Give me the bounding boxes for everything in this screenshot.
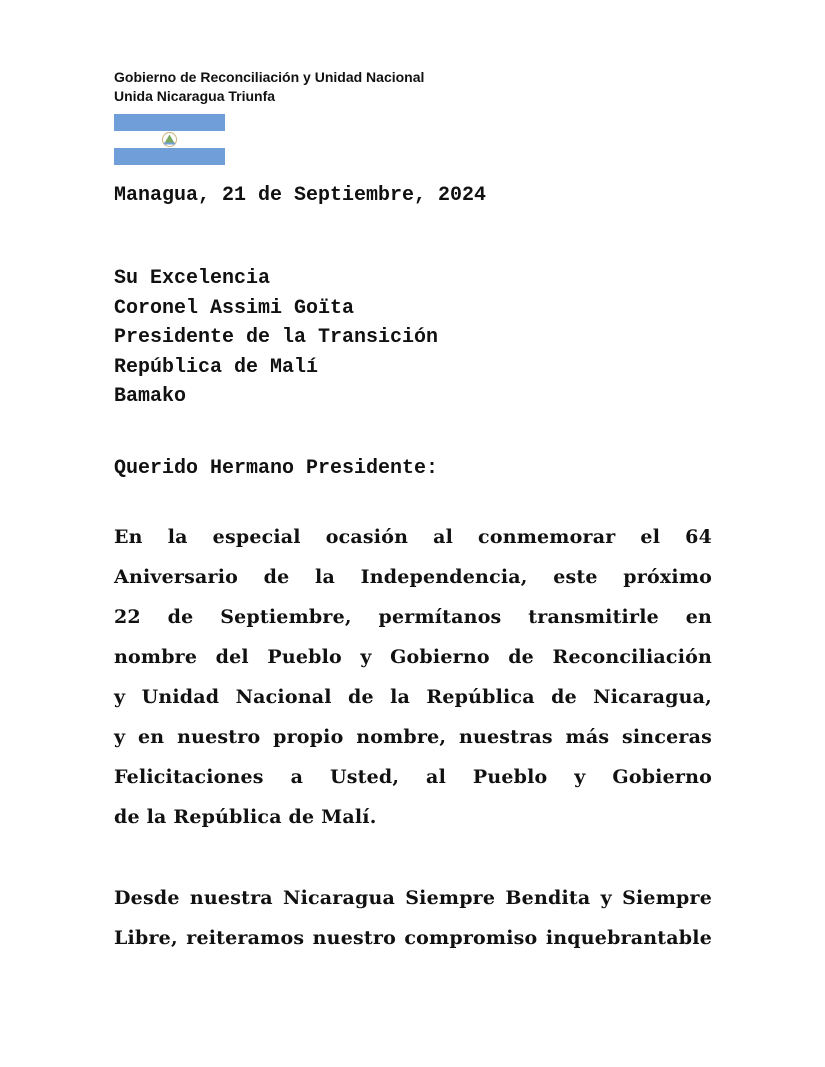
letterhead-line-2: Unida Nicaragua Triunfa xyxy=(114,88,276,104)
recipient-line-5: Bamako xyxy=(114,385,187,408)
paragraph-line: 22 de Septiembre, permítanos transmitirle en xyxy=(114,606,712,628)
body-paragraph-1 xyxy=(114,517,712,837)
paragraph-line: En la especial ocasión al conmemorar el 64 xyxy=(114,526,712,548)
paragraph-line: y en nuestro propio nombre, nuestras más sinceras xyxy=(114,726,712,748)
paragraph-line: nombre del Pueblo y Gobierno de Reconciliación xyxy=(114,646,712,668)
recipient-line-1: Su Excelencia xyxy=(114,267,271,290)
recipient-line-3: Presidente de la Transición xyxy=(114,326,439,349)
nicaragua-flag-icon xyxy=(114,114,225,165)
paragraph-line: Felicitaciones a Usted, al Pueblo y Gobierno xyxy=(114,766,712,788)
recipient-block xyxy=(114,264,438,412)
recipient-line-4: República de Malí xyxy=(114,355,319,379)
paragraph-line: de la República de Malí. xyxy=(114,806,377,828)
paragraph-line: Libre, reiteramos nuestro compromiso inquebrantable xyxy=(114,927,712,949)
letterhead xyxy=(114,68,424,106)
letter-date: Managua, 21 de Septiembre, 2024 xyxy=(114,184,487,207)
letterhead-line-1: Gobierno de Reconciliación y Unidad Nacional xyxy=(114,69,425,85)
body-paragraph-2 xyxy=(114,878,712,958)
paragraph-line: Aniversario de la Independencia, este próximo xyxy=(114,566,712,588)
paragraph-line: y Unidad Nacional de la República de Nicaragua, xyxy=(114,686,712,708)
salutation: Querido Hermano Presidente: xyxy=(114,457,439,480)
recipient-line-2: Coronel Assimi Goïta xyxy=(114,296,355,320)
paragraph-line: Desde nuestra Nicaragua Siempre Bendita y Siempre xyxy=(114,887,712,909)
